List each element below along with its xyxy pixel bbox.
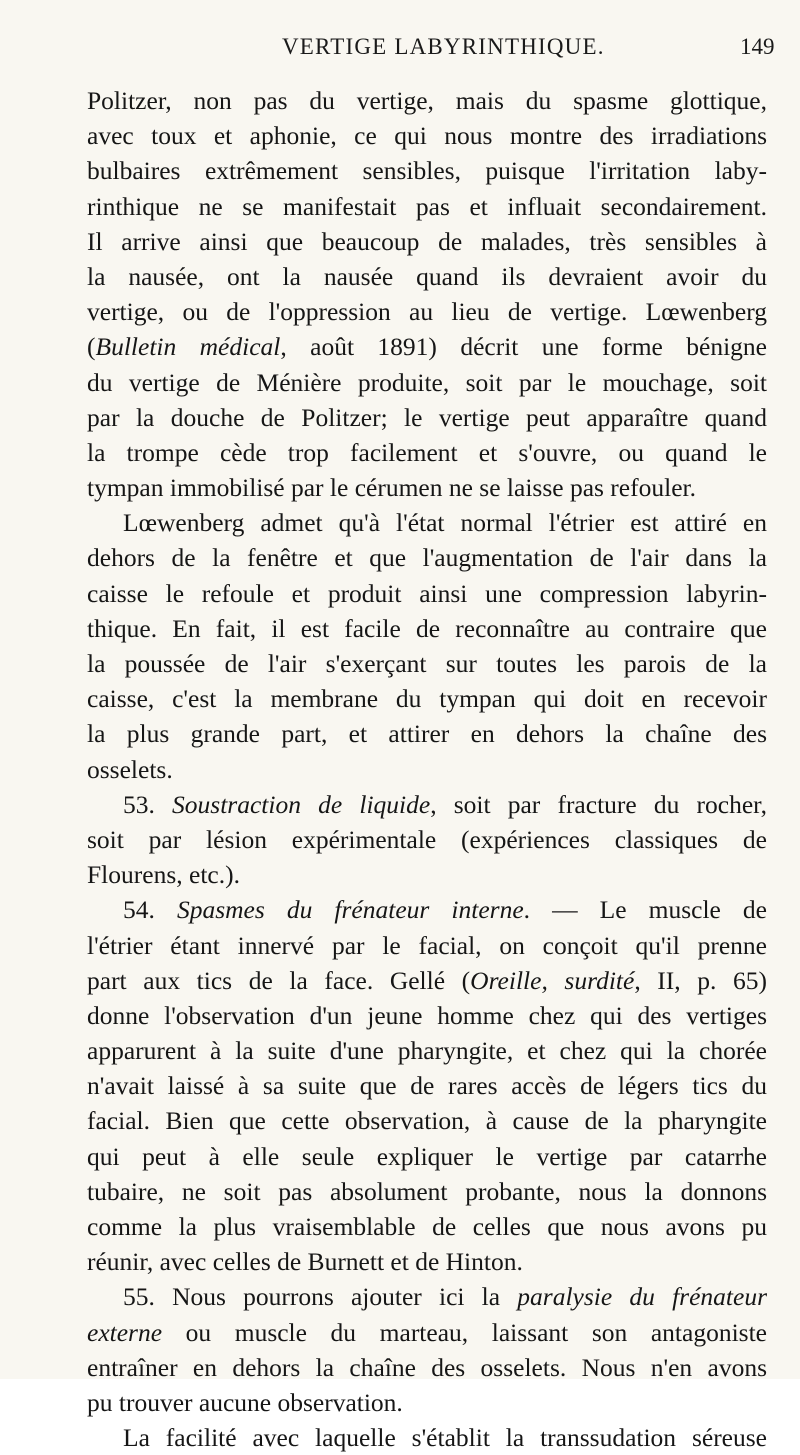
text-line: [87, 716, 767, 751]
italic-text-segment: Soustraction de liquide: [172, 789, 431, 819]
text-line: [87, 1068, 767, 1103]
text-segment: bulbaires extrêmement sensibles, puisque l'irritation laby-: [87, 156, 767, 186]
text-line: [87, 576, 767, 611]
text-segment: réunir, avec celles de Burnett et de Hinton.: [87, 1247, 523, 1277]
text-segment: du vertige de Ménière produite, soit par le mouchage, soit: [87, 367, 767, 397]
text-line: [87, 435, 767, 470]
text-segment: la poussée de l'air s'exerçant sur toutes les parois de la: [87, 649, 767, 678]
text-line: [87, 1385, 767, 1420]
italic-text-segment: externe: [87, 1317, 163, 1347]
text-segment: 54.: [123, 895, 177, 925]
text-segment: tympan immobilisé par le cérumen ne se laisse pas refouler.: [87, 473, 696, 503]
text-segment: , soit par fracture du rocher,: [430, 789, 767, 819]
text-line: [87, 400, 767, 435]
text-segment: la trompe cède trop facilement et s'ouvre, ou quand le: [87, 437, 767, 467]
text-segment: la nausée, ont la nausée quand ils devraient avoir du: [87, 261, 767, 291]
text-line: [87, 540, 767, 575]
text-line: [87, 189, 767, 224]
text-segment: part aux tics de la face. Gellé (: [87, 965, 471, 995]
text-segment: osselets.: [87, 754, 173, 784]
text-line: [87, 1244, 767, 1279]
text-line: [87, 998, 767, 1033]
text-line: [87, 1350, 767, 1385]
text-line: [87, 1315, 767, 1350]
text-segment: comme la plus vraisemblable de celles que nous avons pu: [87, 1212, 767, 1241]
text-line: [87, 1033, 767, 1068]
text-line: [87, 752, 767, 787]
italic-text-segment: Spasmes du frénateur interne: [176, 895, 524, 925]
italic-text-segment: paralysie du frénateur: [517, 1282, 767, 1312]
text-line: [87, 329, 767, 364]
text-segment: Lœwenberg admet qu'à l'état normal l'étrier est attiré en: [123, 508, 767, 538]
text-line: [87, 259, 767, 294]
text-line: [87, 963, 767, 998]
text-line: [87, 681, 767, 716]
text-line: [87, 646, 767, 681]
text-line: [87, 857, 767, 892]
body-text: [87, 83, 767, 1455]
text-segment: avec toux et aphonie, ce qui nous montre des irradiations: [87, 121, 767, 151]
text-line: [87, 1420, 767, 1455]
text-line: [87, 822, 767, 857]
text-segment: n'avait laissé à sa suite que de rares accès de légers tics du: [87, 1071, 767, 1101]
page-number: 149: [740, 34, 775, 59]
text-segment: la plus grande part, et attirer en dehors la chaîne des: [87, 719, 767, 749]
text-segment: par la douche de Politzer; le vertige peut apparaître quand: [87, 402, 767, 432]
text-segment: 55. Nous pourrons ajouter ici la: [123, 1282, 518, 1312]
italic-text-segment: Oreille, surdité: [470, 965, 635, 995]
text-line: [87, 83, 767, 118]
italic-text-segment: Bulletin médical: [95, 332, 281, 362]
text-segment: caisse, c'est la membrane du tympan qui doit en recevoir: [87, 684, 767, 714]
text-line: [87, 787, 767, 822]
text-segment: dehors de la fenêtre et que l'augmentation de l'air dans la: [87, 543, 767, 573]
text-segment: , août 1891) décrit une forme bénigne: [280, 332, 767, 362]
text-line: [87, 1139, 767, 1174]
text-segment: vertige, ou de l'oppression au lieu de vertige. Lœwenberg: [87, 297, 767, 327]
text-segment: 53.: [123, 789, 173, 819]
text-segment: facial. Bien que cette observation, à cause de la pharyngite: [87, 1106, 767, 1136]
text-segment: donne l'observation d'un jeune homme chez qui des vertiges: [87, 1000, 767, 1030]
text-line: [87, 153, 767, 188]
text-segment: (: [87, 332, 96, 362]
text-line: [87, 928, 767, 963]
text-line: [87, 505, 767, 540]
text-segment: pu trouver aucune observation.: [87, 1387, 403, 1417]
running-head: VERTIGE LABYRINTHIQUE.: [282, 34, 605, 59]
text-line: [87, 1209, 767, 1244]
text-line: [87, 1103, 767, 1138]
text-line: [87, 365, 767, 400]
text-line: [87, 224, 767, 259]
text-line: [87, 294, 767, 329]
text-line: [87, 1279, 767, 1314]
text-segment: , II, p. 65): [634, 965, 767, 995]
text-segment: l'étrier étant innervé par le facial, on conçoit qu'il prenne: [87, 930, 767, 960]
text-line: [87, 892, 767, 927]
text-segment: tubaire, ne soit pas absolument probante, nous la donnons: [87, 1176, 767, 1206]
text-segment: rinthique ne se manifestait pas et influait secondairement.: [87, 191, 767, 221]
text-segment: Politzer, non pas du vertige, mais du spasme glottique,: [87, 86, 767, 115]
text-line: [87, 470, 767, 505]
text-line: [87, 1174, 767, 1209]
text-segment: La facilité avec laquelle s'établit la transsudation séreuse: [123, 1423, 767, 1453]
text-segment: entraîner en dehors la chaîne des osselets. Nous n'en avons: [87, 1352, 767, 1382]
text-segment: Il arrive ainsi que beaucoup de malades, très sensibles à: [87, 226, 767, 256]
text-segment: . — Le muscle de: [523, 895, 767, 925]
text-segment: Flourens, etc.).: [87, 860, 240, 890]
text-segment: qui peut à elle seule expliquer le vertige par catarrhe: [87, 1141, 767, 1171]
text-segment: caisse le refoule et produit ainsi une compression labyrin-: [87, 578, 767, 608]
text-segment: soit par lésion expérimentale (expériences classiques de: [87, 824, 767, 854]
text-segment: thique. En fait, il est facile de reconnaître au contraire que: [87, 613, 767, 643]
text-line: [87, 611, 767, 646]
text-segment: apparurent à la suite d'une pharyngite, et chez qui la chorée: [87, 1036, 767, 1066]
text-line: [87, 118, 767, 153]
page-header: [0, 34, 800, 68]
text-segment: ou muscle du marteau, laissant son antagoniste: [162, 1317, 767, 1347]
